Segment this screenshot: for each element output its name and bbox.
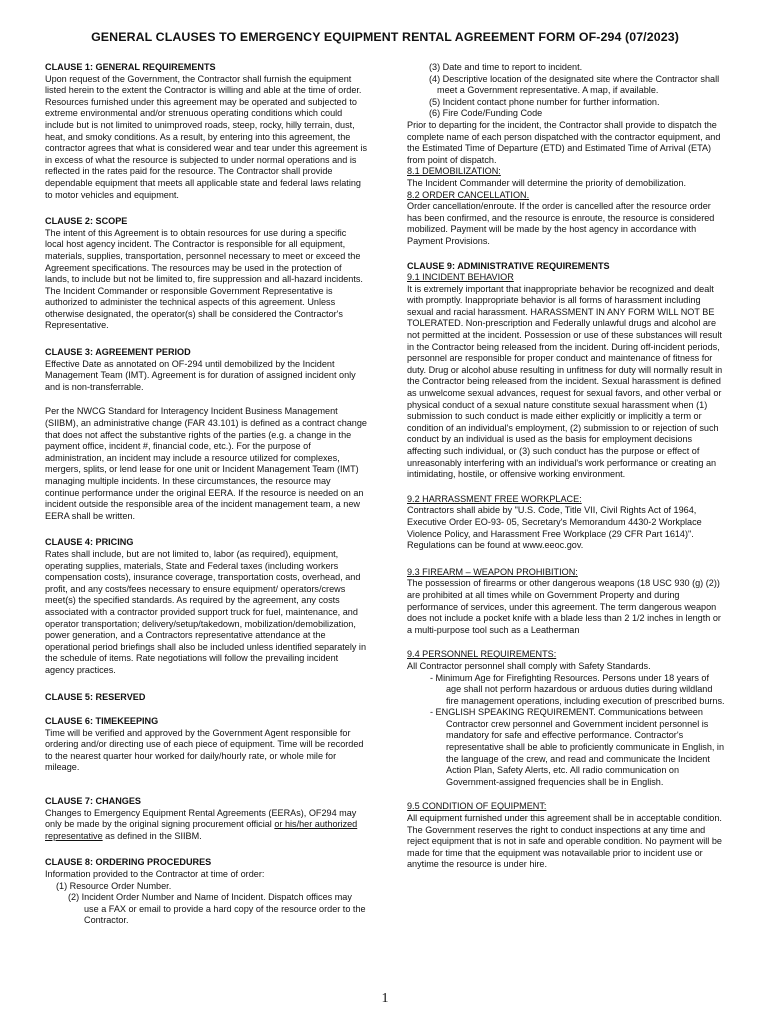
section-8-1-heading: 8.1 DEMOBILIZATION:: [407, 166, 501, 177]
clause-8-intro: Information provided to the Contractor at time of order:: [45, 869, 265, 880]
section-9-4-heading: 9.4 PERSONNEL REQUIREMENTS:: [407, 649, 557, 660]
section-9-2-body: Contractors shall abide by "U.S. Code, Title VII, Civil Rights Act of 1964, Executive Order EO-93- 05, Secretary's Memorandum 4430-2 Workplace Violence Policy, and Harassment Free Workplace (29 CFR Part 1614)". Regulations can be found at www.eeoc.gov.: [407, 505, 702, 551]
section-9-4-item-1: - Minimum Age for Firefighting Resources. Persons under 18 years of age shall not perform hazardous or arduous duties during wildland fire management operations, including execution of prescribed burns.: [430, 672, 725, 706]
clause-1-heading: CLAUSE 1: GENERAL REQUIREMENTS: [45, 62, 216, 72]
clause-9-heading: CLAUSE 9: ADMINISTRATIVE REQUIREMENTS: [407, 260, 610, 271]
clause-8-body: Prior to departing for the incident, the Contractor shall provide to dispatch the complete name of each person dispatched with the contractor equipment, and the Estimated Time of Departure (ETD) and Estimated Time of Arrival (ETA) from point of dispatch.: [407, 119, 721, 165]
clause-8-item-6: (6) Fire Code/Funding Code: [429, 108, 543, 119]
section-9-2-heading: 9.2 HARRASSMENT FREE WORKPLACE:: [407, 493, 582, 504]
clause-8-item-4: (4) Descriptive location of the designated site where the Contractor shall meet a Government representative. A map, if available.: [429, 73, 720, 96]
clause-7-body: [45, 808, 367, 843]
clause-7-heading: CLAUSE 7: CHANGES: [45, 796, 141, 807]
document-title: GENERAL CLAUSES TO EMERGENCY EQUIPMENT RENTAL AGREEMENT FORM OF-294 (07/2023): [91, 30, 679, 44]
clause-3-heading: CLAUSE 3: AGREEMENT PERIOD: [45, 347, 191, 358]
page-number: 1: [381, 991, 389, 1006]
clause-8-item-2: (2) Incident Order Number and Name of Incident. Dispatch offices may use a FAX or email to provide a hard copy of the resource order to the Contractor.: [68, 892, 366, 926]
clause-4-body: Rates shall include, but are not limited to, labor (as required), equipment, operating supplies, materials, State and Federal taxes (including workers compensation costs), insurance coverage, transportation costs, overhead, and profit, and any costs/fees necessary to ensure equipment/ operators/crews meet(s) the specified standards. As required by the agreement, any costs associated with a contractor provided support truck for fuel, maintenance, and operator transportation; delivery/setup/takedown, mobilization/demobilization, power generation, and a Contractors representative attendance at the operational period briefings shall also be included unless identified separately in the schedule of items. Rate negotiations will follow the prevailing incident agency practices.: [45, 548, 367, 675]
clause-3-body-2: Per the NWCG Standard for Interagency Incident Business Management (SIIBM), an administrative change (FAR 43.101) is defined as a contract change that does not affect the substantive rights of the parties (e.g. a change in the payment office, incident #, financial code, etc.). For the purpose of administration, an incident may include a resource utilized for complexes, mergers, splits, or lend lease for one unit or Incident Management Team (IMT) managing multiple incidents. In these circumstances, the resource may continue performance under the original EERA. If the resource is needed on an incident outside the responsible area of the incident management team, a new EERA shall be written.: [45, 406, 367, 521]
clause-6-body: Time will be verified and approved by the Government Agent responsible for ordering and/or directing use of each piece of equipment. Time will be recorded to the nearest quarter hour worked for daily/hourly rate, or whole mile for mileage.: [45, 727, 364, 773]
left-column: [45, 62, 367, 927]
right-column: [407, 62, 725, 871]
clause-8-heading: CLAUSE 8: ORDERING PROCEDURES: [45, 857, 212, 868]
section-9-1-heading: 9.1 INCIDENT BEHAVIOR: [407, 272, 514, 283]
clause-1-body: Upon request of the Government, the Contractor shall furnish the equipment listed herein to the extent the Contractor is willing and able at the time of order. Resources furnished under this agreement may be operated and subjected to extreme environmental and/or strenuous operating conditions which could include but is not limited to unimproved roads, steep, rocky, hilly terrain, dust, heat, and smoky conditions. As a result, by entering into this agreement, the contractor agrees that what is considered wear and tear under this agreement is in excess of what the resource is subjected to under normal operations and is reflected in the rates paid for the resource. The Contractor shall provide dependable equipment that meets all applicable state and federal laws relating to motor vehicles and equipment.: [45, 73, 367, 200]
clause-2-heading: CLAUSE 2: SCOPE: [45, 216, 128, 227]
section-8-1-body: The Incident Commander will determine the priority of demobilization.: [407, 177, 687, 188]
section-9-4-intro: All Contractor personnel shall comply with Safety Standards.: [407, 660, 651, 671]
clause-2-body: The intent of this Agreement is to obtain resources for use during a specific local host agency incident. The Contractor is responsible for all equipment, materials, supplies, transportation, personnel necessary to meet or exceed the Agreement specifications. The resources may be used in the protection of lands, to include but not be limited to, fire suppression and all-hazard incidents. The Incident Commander or responsible Government Representative is authorized to administer the technical aspects of this agreement. Unless otherwise designated, the operator(s) shall be considered the Contractor's Representative.: [45, 227, 363, 331]
section-9-4-item-2: - ENGLISH SPEAKING REQUIREMENT. Communications between Contractor crew personnel and Government incident personnel is mandatory for safe and effective performance. Contractor's representative shall be able to proficiently communicate in English, in the language of the crew, and read and communicate the Incident Action Plan, Safety Alerts, etc. All radio communication on Government-assigned frequencies shall be in English.: [430, 707, 725, 787]
clause-7-text: Changes to Emergency Equipment Rental Agreements (EERAs), OF294 may only be made by the original signing procurement official: [45, 807, 357, 830]
clause-4-heading: CLAUSE 4: PRICING: [45, 537, 134, 548]
section-9-3-heading: 9.3 FIREARM – WEAPON PROHIBITION:: [407, 566, 578, 577]
clause-7-tail: as defined in the SIIBM.: [102, 830, 202, 841]
section-9-3-body: The possession of firearms or other dangerous weapons (18 USC 930 (g) (2)) are prohibited at all times while on Government Property and during performance of services, under this agreement. The term dangerous weapon does not include a pocket knife with a blade less than 2 1/2 inches in length or a multi-purpose tool such as a Leatherman: [407, 578, 721, 635]
section-9-1-body: It is extremely important that inappropriate behavior be recognized and dealt with promptly. Inappropriate behavior is all forms of harassment including sexual and racial harassment. HARASSMENT IN ANY FORM WILL NOT BE TOLERATED. Non-prescription and Federally unlawful drugs and alcohol are not permitted at the incident. Possession or use of these substances will result in the Contractor being released from the incident. During off-incident periods, personnel are responsible for proper conduct and maintenance of fitness for duty. Drug or alcohol abuse resulting in unfitness for duty will normally result in the Contractor being released from the incident. Sexual harassment is defined as unwelcome sexual advances, request for sexual favors, and other verbal or physical conduct of a sexual nature constitute sexual harassment when (1) submission to such conduct is made either explicitly or implicitly a term or condition of an individual's employment, (2) submission to or rejection of such conduct by an individual is used as the basis for employment decisions affecting such individual, or (3) such conduct has the purpose or effect of unreasonably interfering with an individual's work performance or creating an intimidating, hostile, or offensive working environment.: [407, 283, 723, 480]
clause-3-body-1: Effective Date as annotated on OF-294 until demobilized by the Incident Management Team (IMT). Agreement is for duration of assigned incident only and is non-transferrable.: [45, 358, 356, 392]
section-8-2-heading: 8.2 ORDER CANCELLATION.: [407, 189, 530, 200]
clause-8-item-3: (3) Date and time to report to incident.: [429, 62, 583, 72]
clause-5-heading: CLAUSE 5: RESERVED: [45, 691, 146, 702]
section-8-2-body: Order cancellation/enroute. If the order is cancelled after the resource order has been confirmed, and the resource is enroute, the resource is considered mobilized. Payment will be made by the host agency in accordance with Payment Provisions.: [407, 201, 715, 246]
clause-8-item-1: (1) Resource Order Number.: [56, 880, 172, 891]
section-9-5-body: All equipment furnished under this agreement shall be in acceptable condition. The Government reserves the right to conduct inspections at any time and reject equipment that is not in safe and operable condition. No payment will be made for time that the equipment was notavailable prior to incident use or anytime the resource is under hire.: [407, 813, 722, 870]
clause-8-item-5: (5) Incident contact phone number for further information.: [429, 96, 660, 107]
clause-7-underlined-text: or his/her authorized representative: [45, 819, 358, 841]
clause-6-heading: CLAUSE 6: TIMEKEEPING: [45, 716, 159, 727]
section-9-5-heading: 9.5 CONDITION OF EQUIPMENT:: [407, 801, 547, 812]
